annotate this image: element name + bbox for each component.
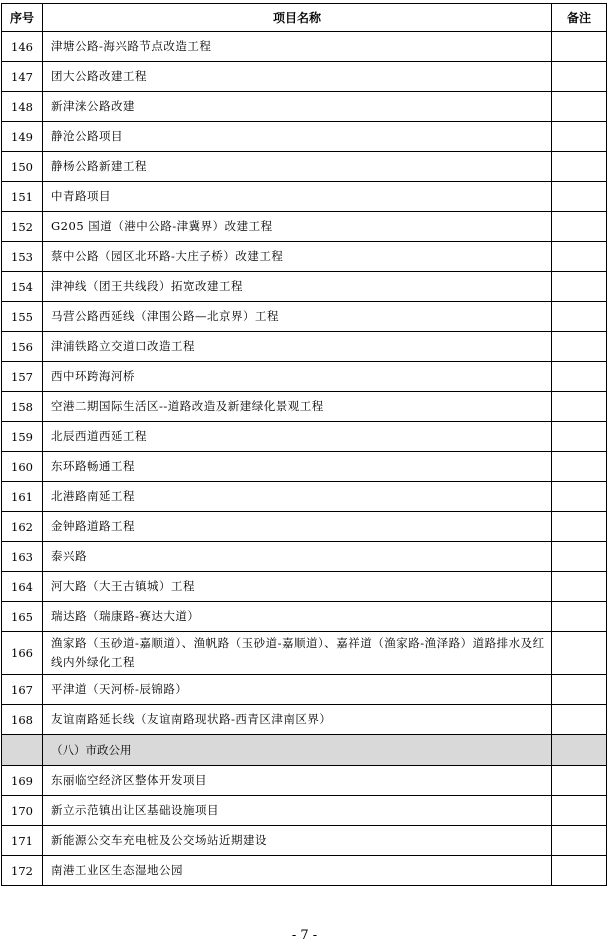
table-row: [2, 632, 607, 675]
row-no: 147: [2, 62, 43, 92]
row-note: [552, 332, 607, 362]
row-no: 152: [2, 212, 43, 242]
row-no: 151: [2, 182, 43, 212]
table-row: [2, 242, 607, 272]
row-name: 北港路南延工程: [43, 482, 552, 512]
row-note: [552, 122, 607, 152]
row-note: [552, 212, 607, 242]
row-no: 165: [2, 602, 43, 632]
row-note: [552, 856, 607, 886]
row-name: 团大公路改建工程: [43, 62, 552, 92]
table-row: [2, 62, 607, 92]
row-no: 163: [2, 542, 43, 572]
row-note: [552, 826, 607, 856]
row-no: 146: [2, 32, 43, 62]
table-row: [2, 182, 607, 212]
table-row: [2, 856, 607, 886]
row-no: 149: [2, 122, 43, 152]
row-name: 新立示范镇出让区基础设施项目: [43, 796, 552, 826]
section-no: [2, 735, 43, 766]
table-row: [2, 302, 607, 332]
row-name: 静沧公路项目: [43, 122, 552, 152]
table-row: [2, 32, 607, 62]
row-name: 渔家路（玉砂道-嘉顺道）、渔帆路（玉砂道-嘉顺道）、嘉祥道（渔家路-渔泽路）道路排水及红线内外绿化工程: [43, 632, 552, 675]
row-no: 148: [2, 92, 43, 122]
row-note: [552, 272, 607, 302]
row-no: 169: [2, 766, 43, 796]
row-note: [552, 572, 607, 602]
page-number: - 7 -: [291, 928, 318, 943]
row-no: 155: [2, 302, 43, 332]
row-name: 东环路畅通工程: [43, 452, 552, 482]
table-row: [2, 272, 607, 302]
row-name: G205 国道（港中公路-津冀界）改建工程: [43, 212, 552, 242]
row-no: 164: [2, 572, 43, 602]
row-name: 金钟路道路工程: [43, 512, 552, 542]
table-row: [2, 512, 607, 542]
row-no: 162: [2, 512, 43, 542]
table-row: [2, 675, 607, 705]
row-no: 166: [2, 632, 43, 675]
row-name: 津塘公路-海兴路节点改造工程: [43, 32, 552, 62]
section-note: [552, 735, 607, 766]
row-no: 157: [2, 362, 43, 392]
row-name: 新津涞公路改建: [43, 92, 552, 122]
row-name: 津神线（团王共线段）拓宽改建工程: [43, 272, 552, 302]
table-row: [2, 826, 607, 856]
row-no: 172: [2, 856, 43, 886]
row-note: [552, 482, 607, 512]
row-note: [552, 602, 607, 632]
row-note: [552, 152, 607, 182]
row-name: 静杨公路新建工程: [43, 152, 552, 182]
row-note: [552, 766, 607, 796]
table-row: [2, 122, 607, 152]
row-no: 159: [2, 422, 43, 452]
row-note: [552, 705, 607, 735]
table-row: [2, 212, 607, 242]
table-row: [2, 482, 607, 512]
table-row: [2, 362, 607, 392]
table-row: [2, 766, 607, 796]
row-note: [552, 542, 607, 572]
section-row: [2, 735, 607, 766]
row-no: 153: [2, 242, 43, 272]
table-row: [2, 152, 607, 182]
row-note: [552, 362, 607, 392]
project-table: [1, 3, 607, 886]
row-note: [552, 392, 607, 422]
row-no: 160: [2, 452, 43, 482]
row-name: 东丽临空经济区整体开发项目: [43, 766, 552, 796]
row-name: 河大路（大王古镇城）工程: [43, 572, 552, 602]
header-no: 序号: [2, 4, 43, 32]
row-note: [552, 452, 607, 482]
table-header-row: [2, 4, 607, 32]
header-name: 项目名称: [43, 4, 552, 32]
row-note: [552, 512, 607, 542]
row-no: 154: [2, 272, 43, 302]
table-row: [2, 602, 607, 632]
header-note: 备注: [552, 4, 607, 32]
table-row: [2, 542, 607, 572]
row-note: [552, 242, 607, 272]
table-row: [2, 452, 607, 482]
row-no: 150: [2, 152, 43, 182]
row-note: [552, 675, 607, 705]
row-note: [552, 182, 607, 212]
table-row: [2, 796, 607, 826]
row-name: 空港二期国际生活区--道路改造及新建绿化景观工程: [43, 392, 552, 422]
section-title: （八）市政公用: [43, 735, 552, 766]
row-name: 友谊南路延长线（友谊南路现状路-西青区津南区界）: [43, 705, 552, 735]
row-name: 北辰西道西延工程: [43, 422, 552, 452]
row-no: 170: [2, 796, 43, 826]
row-no: 167: [2, 675, 43, 705]
row-no: 171: [2, 826, 43, 856]
row-note: [552, 302, 607, 332]
row-name: 马营公路西延线（津围公路—北京界）工程: [43, 302, 552, 332]
table-row: [2, 92, 607, 122]
row-note: [552, 32, 607, 62]
row-note: [552, 422, 607, 452]
row-name: 津浦铁路立交道口改造工程: [43, 332, 552, 362]
row-name: 泰兴路: [43, 542, 552, 572]
table-row: [2, 422, 607, 452]
row-note: [552, 796, 607, 826]
row-note: [552, 62, 607, 92]
row-no: 158: [2, 392, 43, 422]
row-name: 蔡中公路（园区北环路-大庄子桥）改建工程: [43, 242, 552, 272]
row-note: [552, 632, 607, 675]
row-name: 南港工业区生态湿地公园: [43, 856, 552, 886]
row-no: 156: [2, 332, 43, 362]
table-row: [2, 705, 607, 735]
row-no: 168: [2, 705, 43, 735]
row-name: 中青路项目: [43, 182, 552, 212]
table-row: [2, 392, 607, 422]
row-name: 西中环跨海河桥: [43, 362, 552, 392]
row-no: 161: [2, 482, 43, 512]
row-note: [552, 92, 607, 122]
row-name: 平津道（天河桥-辰锦路）: [43, 675, 552, 705]
row-name: 瑞达路（瑞康路-赛达大道）: [43, 602, 552, 632]
row-name: 新能源公交车充电桩及公交场站近期建设: [43, 826, 552, 856]
table-row: [2, 572, 607, 602]
table-row: [2, 332, 607, 362]
